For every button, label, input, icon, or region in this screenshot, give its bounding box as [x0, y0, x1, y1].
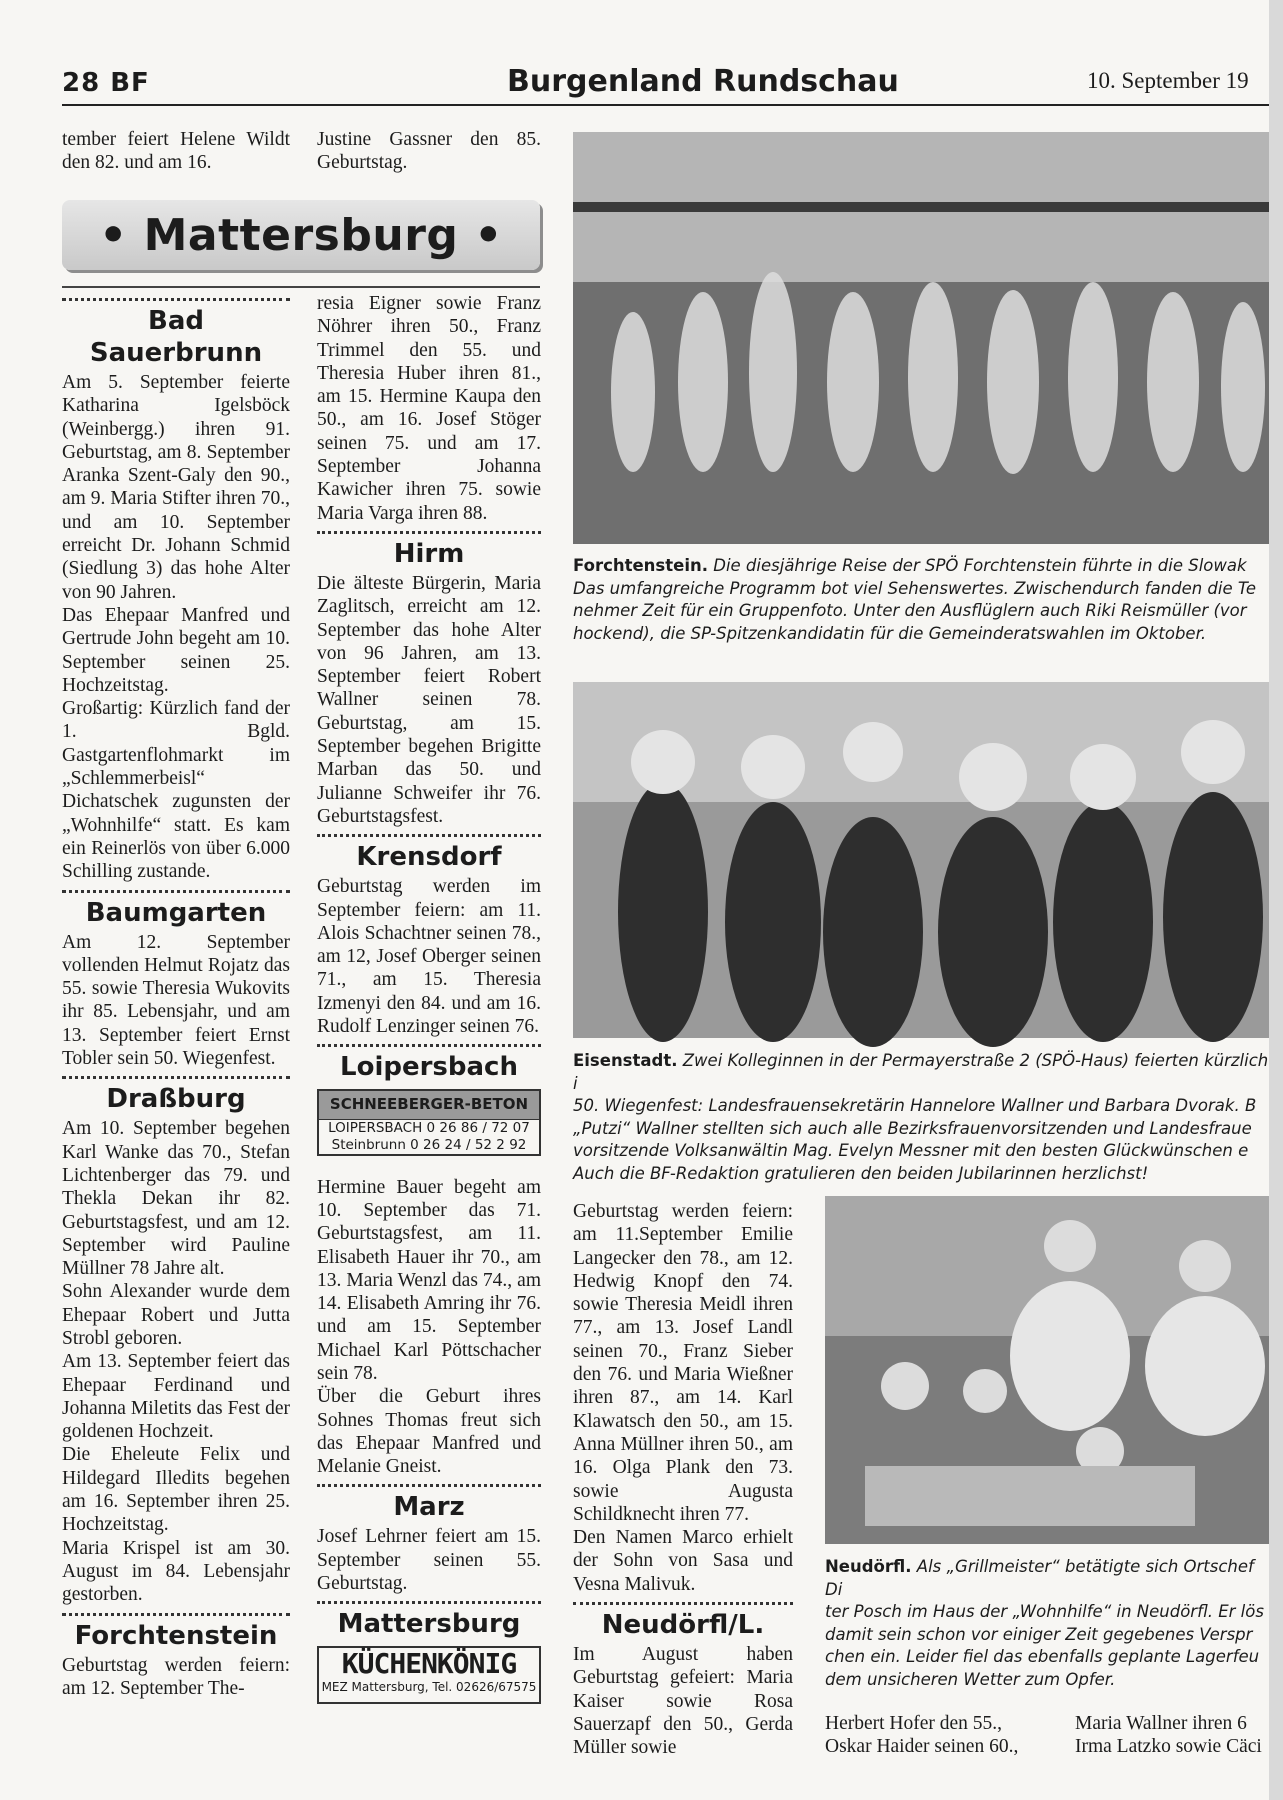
article-paragraph: Hermine Bauer begeht am 10. September das 71. Geburtstagsfest, am 11. Elisabeth Hauer ihr 70., am 13. Maria Wenzl das 74., am 14. Elisabeth Amring ihr 76. und am 15. September Michael Karl Pöttschacher sein 78.	[317, 1176, 541, 1384]
section-heading: Draßburg	[106, 1084, 246, 1115]
section-heading: Mattersburg	[337, 1609, 521, 1640]
caption-text: Die diesjährige Reise der SPÖ Forchtenstein führte in die Slowak Das umfangreiche Programm bot viel Sehenswertes. Zwischendurch fanden die Te nehmer Zeit für ein Gruppenfoto. Unter den Ausflüglern auch Riki Reismüller (vor hockend), die SP-Spitzenkandidatin für die Gemeinderatswahlen im Oktober.	[573, 556, 1257, 643]
article-paragraph: Josef Lehrner feiert am 15. September seinen 55. Geburtstag.	[317, 1526, 541, 1595]
caption-text: Als „Grillmeister“ betätigte sich Ortschef Di ter Posch im Haus der „Wohnhilfe“ in Neudörfl. Er lös damit sein schon vor einiger Zeit gegebenes Verspr chen ein. Leider fiel das ebenfalls geplante Lagerfeu dem unsicheren Wetter zum Opfer.	[825, 1557, 1264, 1689]
ad-brand: SCHNEEBERGER-BETON	[319, 1091, 539, 1119]
article-paragraph: Im August haben Geburtstag gefeiert: Maria Kaiser sowie Rosa Sauerzapf den 50., Gerda Müller sowie	[573, 1644, 793, 1759]
header-rule	[62, 104, 1283, 106]
column-1	[62, 292, 290, 1700]
section-heading: Loipersbach	[340, 1052, 518, 1083]
article-paragraph: Den Namen Marco erhielt der Sohn von Sasa und Vesna Malivuk.	[573, 1527, 793, 1595]
ad-phone: Steinbrunn 0 26 24 / 52 2 92	[331, 1136, 527, 1153]
dotted-divider	[317, 1484, 541, 1487]
article-paragraph: Geburtstag werden feiern: am 11.September Emilie Langecker den 78., am 12. Hedwig Knopf den 74. sowie Theresia Meidl ihren 77., am 13. Josef Landl seinen 70., Franz Sieber den 76. und Maria Wießner ihren 87., am 14. Karl Klawatsch den 50., am 15. Anna Müllner ihren 50., am 16. Olga Plank den 73. sowie Augusta Schildknecht ihren 77.	[573, 1201, 793, 1525]
article-paragraph: Geburtstag werden im September feiern: am 11. Alois Schachtner seinen 78., am 12, Josef Oberger seinen 71., am 15. Theresia Izmenyi den 84. und am 16. Rudolf Lenzinger seinen 76.	[317, 876, 541, 1038]
ad-phone: LOIPERSBACH 0 26 86 / 72 07	[328, 1119, 530, 1136]
newspaper-title: Burgenland Rundschau	[507, 64, 899, 99]
caption-neudoerfl	[825, 1556, 1269, 1689]
celebration-photo-image	[573, 682, 1283, 1038]
article-paragraph: Die älteste Bürgerin, Maria Zaglitsch, erreicht am 12. September das hohe Alter von 96 Jahren, am 13. September feiert Robert Wallner seinen 78. Geburtstag, am 15. September begehen Brigitte Marban das 50. und Julianne Schweifer ihr 76. Geburtstagsfest.	[317, 572, 541, 827]
article-paragraph: Am 10. September begehen Karl Wanke das 70., Stefan Lichtenberger das 79. und Thekla Dekan ihr 82. Geburtstagsfest, und am 12. September wird Pauline Müllner 78 Jahre alt.	[62, 1118, 290, 1280]
section-heading: Bad Sauerbrunn	[89, 306, 263, 368]
bottom-fragment-a	[825, 1712, 1047, 1759]
column-2-top-fragment	[317, 128, 541, 175]
section-heading: Baumgarten	[85, 897, 267, 928]
caption-text: Zwei Kolleginnen in der Permayerstraße 2 (SPÖ-Haus) feierten kürzlich i 50. Wiegenfest: Landesfrauensekretärin Hannelore Wallner und Barbara Dvorak. B „Putzi“ Wallner stellten sich auch alle Bezirksfrauenvorsitzenden und Landesfraue vorsitzende Volksanwältin Mag. Evelyn Messner mit den besten Glückwünschen e Auch die BF-Redaktion gratulieren den beiden Jubilarinnen herzlichst!	[573, 1051, 1269, 1183]
caption-place: Forchtenstein.	[573, 556, 708, 575]
section-heading: Forchtenstein	[74, 1620, 278, 1651]
section-heading: Marz	[393, 1492, 465, 1523]
dotted-divider	[62, 1613, 290, 1616]
column-2-articles-b	[317, 1176, 541, 1641]
bottom-fragment-b	[1075, 1712, 1269, 1759]
dotted-divider	[62, 298, 290, 301]
caption-place: Neudörfl.	[825, 1557, 912, 1576]
dotted-divider	[573, 1602, 793, 1605]
dotted-divider	[317, 531, 541, 534]
page-number: 28 BF	[62, 68, 150, 98]
section-banner: • Mattersburg •	[62, 200, 540, 270]
article-paragraph: Am 5. September feierte Katharina Igelsböck (Weinbergg.) ihren 91. Geburtstag, am 8. September Aranka Szent-Galy den 90., am 9. Maria Stifter ihren 70., und am 10. September erreicht Dr. Johann Schmid (Siedlung 3) das hohe Alter von 90 Jahren.	[62, 372, 290, 603]
dotted-divider	[317, 1044, 541, 1047]
grill-photo-image	[825, 1196, 1283, 1544]
caption-eisenstadt	[573, 1050, 1269, 1183]
page-edge-shadow	[1269, 0, 1283, 1800]
article-paragraph: Über die Geburt ihres Sohnes Thomas freut sich das Ehepaar Manfred und Melanie Gneist.	[317, 1386, 541, 1478]
fragment-text: Herbert Hofer den 55., Oskar Haider seinen 60.,	[825, 1713, 1019, 1758]
column-3	[573, 1200, 793, 1760]
article-paragraph: resia Eigner sowie Franz Nöhrer ihren 50., Franz Trimmel den 55. und Theresia Huber ihren 81., am 15. Hermine Kaupa den 50., am 16. Josef Stöger seinen 75. und am 17. September Johanna Kawicher ihren 75. sowie Maria Varga ihren 88.	[317, 293, 541, 524]
article-paragraph: Maria Krispel ist am 30. August im 84. Lebensjahr gestorben.	[62, 1537, 290, 1606]
fragment-text: tember feiert Helene Wildt den 82. und am 16.	[62, 129, 290, 174]
photo-forchtenstein-group	[573, 132, 1283, 544]
group-photo-image	[573, 132, 1283, 544]
ad-kuechenkoenig	[317, 1646, 541, 1704]
column-1-top-fragment	[62, 128, 290, 175]
article-paragraph: Das Ehepaar Manfred und Gertrude John begeht am 10. September seinen 25. Hochzeitstag.	[62, 604, 290, 696]
article-paragraph: Am 13. September feiert das Ehepaar Ferdinand und Johanna Miletits das Fest der goldenen Hochzeit.	[62, 1351, 290, 1443]
column-2-articles-a	[317, 292, 541, 1083]
issue-date: 10. September 19	[1087, 68, 1249, 93]
article-paragraph: Sohn Alexander wurde dem Ehepaar Robert und Jutta Strobl geboren.	[62, 1281, 290, 1349]
article-paragraph: Die Eheleute Felix und Hildegard Illedits begehen am 16. September ihren 25. Hochzeitstag.	[62, 1444, 290, 1536]
photo-eisenstadt	[573, 682, 1283, 1038]
column-2	[317, 292, 541, 1710]
dotted-divider	[62, 1076, 290, 1079]
article-paragraph: Geburtstag werden feiern: am 12. September The-	[62, 1654, 290, 1699]
caption-forchtenstein	[573, 555, 1269, 655]
article-paragraph: Am 12. September vollenden Helmut Rojatz das 55. sowie Theresia Wukovits ihr 85. Lebensjahr, und am 13. September feiert Ernst Tobler sein 50. Wiegenfest.	[62, 931, 290, 1070]
section-heading: Neudörfl/L.	[601, 1610, 765, 1641]
fragment-text: Justine Gassner den 85. Geburtstag.	[317, 129, 541, 174]
ad-brand: KÜCHENKÖNIG	[341, 1647, 517, 1681]
article-paragraph: Großartig: Kürzlich fand der 1. Bgld. Gastgartenflohmarkt im „Schlemmerbeisl“ Dichatschek zugunsten der „Wohnhilfe“ statt. Es kam ein Reinerlös von über 6.000 Schilling zustande.	[62, 698, 290, 883]
photo-neudoerfl-grill	[825, 1196, 1283, 1544]
ad-schneeberger-beton	[317, 1089, 541, 1155]
dotted-divider	[62, 890, 290, 893]
dotted-divider	[317, 1601, 541, 1604]
page-header	[62, 64, 1283, 104]
dotted-divider	[317, 834, 541, 837]
banner-rule	[62, 286, 540, 288]
caption-place: Eisenstadt.	[573, 1051, 678, 1070]
ad-address: MEZ Mattersburg, Tel. 02626/67575	[321, 1679, 537, 1694]
section-heading: Krensdorf	[356, 842, 502, 873]
fragment-text: Maria Wallner ihren 6 Irma Latzko sowie Cäci	[1075, 1713, 1262, 1758]
section-heading: Hirm	[393, 538, 465, 569]
